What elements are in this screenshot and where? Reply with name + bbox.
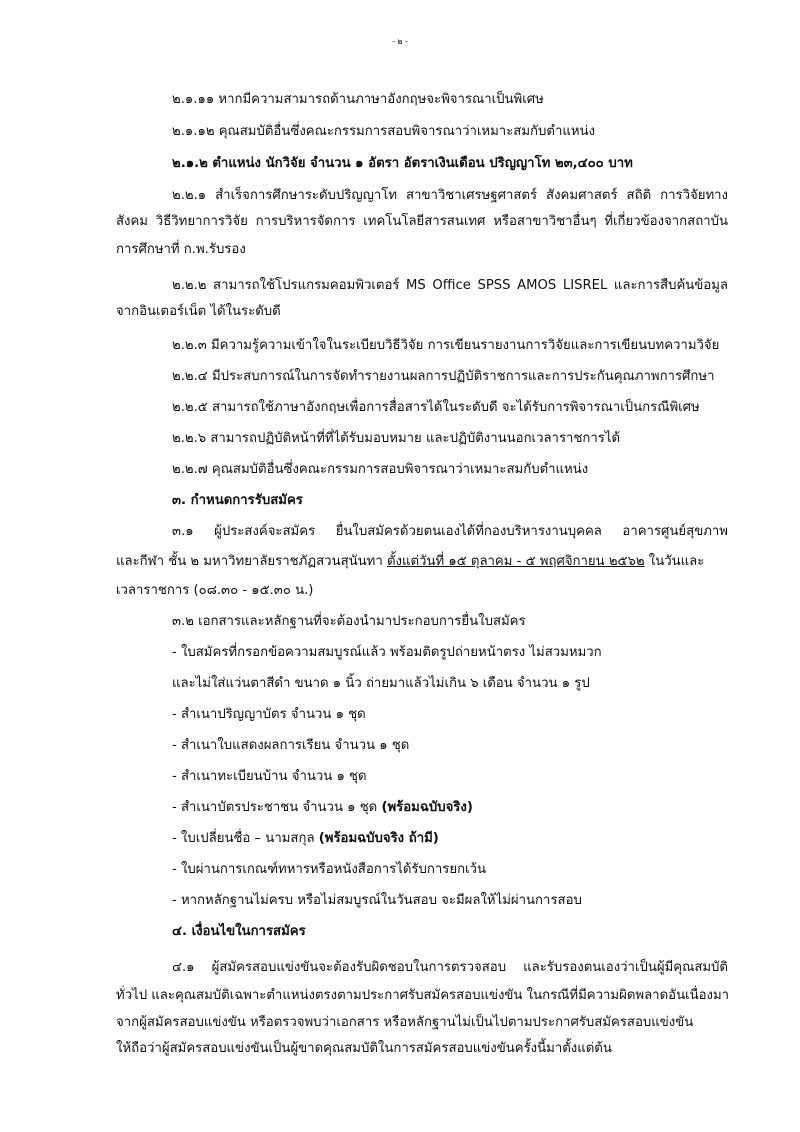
text-line: ๒.๑.๑๑ หากมีความสามารถด้านภาษาอังกฤษจะพิจารณาเป็นพิเศษ <box>172 92 544 107</box>
text-line: ๒.๒.๔ มีประสบการณ์ในการจัดทำรายงานผลการปฏิบัติราชการและการประกันคุณภาพการศึกษา <box>172 369 715 384</box>
text-line: เวลาราชการ (๐๘.๓๐ - ๑๕.๓๐ น.) <box>116 583 314 598</box>
text-line: - สำเนาปริญญาบัตร จำนวน ๑ ชุด <box>172 707 366 722</box>
text-line-with-date <box>116 552 704 572</box>
text-line: - ใบผ่านการเกณฑ์ทหารหรือหนังสือการได้รับการยกเว้น <box>172 862 486 877</box>
text-line: ๓.๑ ผู้ประสงค์จะสมัคร ยื่นใบสมัครด้วยตนเองได้ที่กองบริหารงานบุคคล อาคารศูนย์สุขภาพ <box>172 524 728 539</box>
text-line: ให้ถือว่าผู้สมัครสอบแข่งขันเป็นผู้ขาดคุณสมบัติในการสมัครสอบแข่งขันครั้งนี้มาตั้งแต่ต้น <box>116 1041 612 1056</box>
text-line: - ใบสมัครที่กรอกข้อความสมบูรณ์แล้ว พร้อมติดรูปถ่ายหน้าตรง ไม่สวมหมวก <box>172 645 602 660</box>
text-segment: และกีฬา ชั้น ๒ มหาวิทยาลัยราชภัฏสวนสุนันทา <box>116 554 387 569</box>
text-segment: - สำเนาบัตรประชาชน จำนวน ๑ ชุด <box>172 800 382 815</box>
text-line: ๒.๒.๗ คุณสมบัติอื่นซึ่งคณะกรรมการสอบพิจารณาว่าเหมาะสมกับตำแหน่ง <box>172 462 589 477</box>
text-line: ๔.๑ ผู้สมัครสอบแข่งขันจะต้องรับผิดชอบในการตรวจสอบ และรับรองตนเองว่าเป็นผู้มีคุณสมบัติ <box>172 960 728 975</box>
text-line: - สำเนาทะเบียนบ้าน จำนวน ๑ ชุด <box>172 769 367 784</box>
text-line: ๓.๒ เอกสารและหลักฐานที่จะต้องนำมาประกอบการยื่นใบสมัคร <box>172 614 526 629</box>
text-line: ๒.๒.๑ สำเร็จการศึกษาระดับปริญญาโท สาขาวิชาเศรษฐศาสตร์ สังคมศาสตร์ สถิติ การวิจัยทาง <box>172 188 728 203</box>
text-line: ๒.๑.๑๒ คุณสมบัติอื่นซึ่งคณะกรรมการสอบพิจารณาว่าเหมาะสมกับตำแหน่ง <box>172 124 596 139</box>
application-date-range: ตั้งแต่วันที่ ๑๕ ตุลาคม - ๕ พฤศจิกายน ๒๕๖๒ <box>386 554 645 569</box>
bold-note: (พร้อมฉบับจริง ถ้ามี) <box>318 831 439 846</box>
text-line: และไม่ใส่แว่นตาสีดำ ขนาด ๑ นิ้ว ถ่ายมาแล้วไม่เกิน ๖ เดือน จำนวน ๑ รูป <box>172 676 590 691</box>
page-number: - ๒ - <box>392 37 408 46</box>
text-line <box>172 798 473 818</box>
text-line: ๒.๒.๕ สามารถใช้ภาษาอังกฤษเพื่อการสื่อสารได้ในระดับดี จะได้รับการพิจารณาเป็นกรณีพิเศษ <box>172 400 700 415</box>
bold-note: (พร้อมฉบับจริง) <box>381 800 473 815</box>
text-line: จากผู้สมัครสอบแข่งขัน หรือตรวจพบว่าเอกสาร หรือหลักฐานไม่เป็นไปตามประกาศรับสมัครสอบแข่งขัน <box>116 1015 694 1030</box>
position-heading: ๒.๑.๒ ตำแหน่ง นักวิจัย จำนวน ๑ อัตรา อัตราเงินเดือน ปริญญาโท ๒๓,๔๐๐ บาท <box>172 156 633 171</box>
text-line <box>172 829 439 849</box>
text-line: การศึกษาที่ ก.พ.รับรอง <box>116 242 246 257</box>
section-heading-application-schedule: ๓. กำหนดการรับสมัคร <box>172 493 303 508</box>
text-line: - หากหลักฐานไม่ครบ หรือไม่สมบูรณ์ในวันสอบ จะมีผลให้ไม่ผ่านการสอบ <box>172 893 582 908</box>
section-heading-conditions: ๔. เงื่อนไขในการสมัคร <box>172 924 306 939</box>
text-line: ๒.๒.๓ มีความรู้ความเข้าใจในระเบียบวิธีวิจัย การเขียนรายงานการวิจัยและการเขียนบทความวิจัย <box>172 338 720 353</box>
text-segment: - ใบเปลี่ยนชื่อ – นามสกุล <box>172 831 319 846</box>
text-line: สังคม วิธีวิทยาการวิจัย การบริหารจัดการ เทคโนโลยีสารสนเทศ หรือสาขาวิชาอื่นๆ ที่เกี่ยวข้องจากสถาบัน <box>116 214 728 229</box>
text-line: ๒.๒.๖ สามารถปฏิบัติหน้าที่ที่ได้รับมอบหมาย และปฏิบัติงานนอกเวลาราชการได้ <box>172 431 621 446</box>
text-line: ทั่วไป และคุณสมบัติเฉพาะตำแหน่งตรงตามประกาศรับสมัครสอบแข่งขัน ในกรณีที่มีความผิดพลาดอันเนื่องมา <box>116 988 730 1003</box>
text-line: จากอินเตอร์เน็ต ได้ในระดับดี <box>116 304 281 319</box>
text-segment: ในวันและ <box>644 554 705 569</box>
text-line: ๒.๒.๒ สามารถใช้โปรแกรมคอมพิวเตอร์ MS Office SPSS AMOS LISREL และการสืบค้นข้อมูล <box>172 278 728 293</box>
text-line: - สำเนาใบแสดงผลการเรียน จำนวน ๑ ชุด <box>172 738 410 753</box>
